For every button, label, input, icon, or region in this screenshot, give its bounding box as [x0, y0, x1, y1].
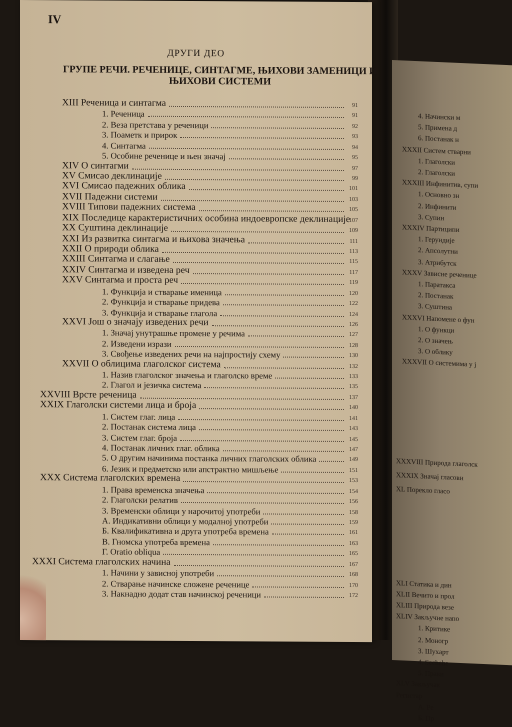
toc-label: XXVII О облицима глаголског система	[62, 357, 221, 370]
dot-leader	[162, 245, 344, 254]
toc-page-number: 161	[349, 530, 358, 537]
toc-chapter	[40, 400, 358, 412]
toc-page-number: 128	[349, 342, 358, 349]
part-heading: ДРУГИ ДЕО	[167, 48, 225, 60]
toc-page-number: 94	[352, 144, 358, 151]
dot-leader	[271, 517, 344, 525]
toc-label: 2. Стварање начинске сложене реченице	[102, 578, 250, 589]
right-page-line: 1. Основно зн	[418, 190, 460, 201]
right-page-line: 2. Моногр	[418, 635, 449, 646]
toc-page-number: 103	[349, 196, 358, 203]
toc-page-number: 101	[349, 186, 358, 193]
toc-page-number: 147	[349, 447, 358, 454]
dot-leader	[175, 339, 344, 348]
dot-leader	[213, 537, 344, 546]
right-page-line: 3. Супин	[418, 212, 445, 223]
toc-page-number: 165	[349, 551, 358, 558]
toc-label: 4. Постанак личних глаг. облика	[102, 442, 220, 454]
right-page-line: 2. Глаголски	[418, 168, 455, 178]
toc-label: XXI Из развитка синтагма и њихова значења	[62, 232, 245, 245]
toc-page-number: 126	[349, 321, 358, 328]
toc-label: 3. Функција и стварање глагола	[102, 307, 218, 318]
right-page-line: 2. Инфинити	[418, 201, 457, 212]
dot-leader	[199, 203, 344, 212]
toc-label: 3. Накнадно додат став начинској реченици	[102, 588, 262, 600]
dot-leader	[248, 329, 344, 338]
toc-page-number: 105	[349, 207, 358, 214]
toc-label: XIX Последице карактеристичних особина индоевропске деклинације	[62, 211, 351, 225]
toc-label: 2. Постанак система лица	[102, 421, 196, 433]
dot-leader	[281, 464, 344, 472]
toc-label: 1. Значај унутрашње промене у речима	[102, 327, 245, 339]
right-page-line: XXXV Зависне реченице	[402, 268, 477, 280]
toc-page-number: 120	[349, 290, 358, 297]
toc-label: 1. Права временска значења	[102, 484, 205, 495]
toc-page-number: 168	[349, 572, 358, 579]
toc-page-number: 127	[349, 332, 358, 339]
dot-leader	[183, 474, 344, 483]
toc-label: 2. Функција и стварање придева	[102, 296, 220, 308]
toc-page-number: 153	[349, 478, 358, 485]
toc-label: 5. Особине реченице и њен значај	[102, 150, 226, 162]
right-page-line: 6. Постанак н	[418, 134, 459, 145]
toc-page-number: 107	[349, 217, 358, 224]
toc-label: XXIII Синтагма и слагање	[62, 253, 170, 266]
dot-leader	[189, 182, 344, 191]
right-page-line: 2. Постанак	[418, 291, 454, 301]
right-page-line: 1. О функци	[418, 324, 455, 335]
dot-leader	[132, 161, 344, 170]
toc-label: 1. Назив глаголског значења и глаголско време	[102, 369, 273, 381]
toc-page-number: 167	[349, 561, 358, 568]
right-page-line: 4. Sechehe	[418, 658, 449, 668]
dot-leader	[180, 130, 344, 139]
dot-leader	[180, 433, 344, 442]
right-page-line: 3. Шухарт	[418, 646, 449, 657]
toc-label: XXVI Још о значају изведених речи	[62, 316, 209, 329]
toc-page-number: 170	[349, 582, 358, 589]
toc-page-number: 113	[349, 248, 358, 256]
right-page-line: 3. Атрибутск	[418, 257, 457, 268]
dot-leader	[149, 140, 344, 149]
toc-label: XVII Падежни системи	[62, 191, 158, 203]
toc-page-number: 149	[349, 457, 358, 464]
right-page-line: XLV Закључак	[396, 679, 440, 690]
page-number: IV	[48, 12, 62, 27]
right-page-line: XLIII Природа везе	[396, 601, 454, 612]
toc-label: 3. Временски облици у нарочитој употреби	[102, 505, 261, 517]
right-page-line: 1. Паратакса	[418, 280, 456, 290]
toc-page-number: 111	[349, 238, 358, 245]
toc-label: XX Суштина деклинације	[62, 222, 169, 234]
dot-leader	[199, 401, 344, 410]
toc-page-number: 137	[349, 394, 358, 401]
right-page-line: 3. Суштина	[418, 302, 453, 313]
dot-leader	[224, 360, 344, 369]
right-page-line: 1. Критике	[418, 624, 451, 634]
toc-page-number: 122	[349, 301, 358, 308]
right-page-line: XLII Вечито и прол	[396, 589, 455, 601]
toc-label: 1. Начини у зависној употреби	[102, 567, 215, 579]
dot-leader	[165, 172, 344, 181]
toc-label: 1. Реченица	[102, 108, 145, 120]
toc-page-number: 172	[349, 593, 358, 600]
toc-page-number: 130	[349, 353, 358, 360]
dot-leader	[169, 99, 344, 108]
toc-label: 4. Синтагма	[102, 140, 146, 151]
right-page-line: 3. О облику	[418, 347, 453, 357]
right-page-line: XXXVII О системима у ј	[402, 357, 477, 370]
toc-label: 2. Изведени изрази	[102, 338, 172, 349]
toc-label: 2. Глаголски релатив	[102, 494, 178, 506]
dot-leader	[264, 589, 344, 597]
toc-label: 3. Свођење изведених речи на најпростију схему	[102, 348, 281, 360]
toc-page-number: 115	[349, 259, 358, 266]
toc-page-number: 158	[349, 509, 358, 516]
toc-label: 6. Језик и предметско или апстрактно мишљење	[102, 463, 279, 475]
toc-page-number: 133	[349, 374, 358, 381]
dot-leader	[263, 506, 344, 514]
dot-leader	[220, 308, 344, 317]
right-page-line: 1. Герундије	[418, 235, 455, 245]
dot-leader	[178, 412, 344, 421]
toc-subentry	[102, 589, 358, 601]
thumb	[20, 570, 46, 640]
toc-page-number: 135	[349, 384, 358, 391]
toc-page-number: 124	[349, 311, 358, 318]
dot-leader	[148, 109, 344, 118]
toc-page-number: 151	[349, 467, 358, 474]
right-page-line: 5. Примена д	[418, 123, 458, 134]
toc-label: 3. Систем глаг. броја	[102, 432, 178, 443]
right-page-line: XXXII Систем стварни	[402, 145, 471, 157]
right-page-lines	[392, 60, 512, 723]
dot-leader	[319, 454, 344, 462]
toc-page-number: 145	[349, 436, 358, 443]
toc-label: XV Смисао деклинације	[62, 170, 162, 182]
right-page-line: 5. Прави	[418, 669, 444, 679]
dot-leader	[207, 485, 344, 494]
toc-page-number: 132	[349, 363, 358, 370]
toc-label: XVI Смисао падежних облика	[62, 180, 186, 193]
toc-page-number: 91	[352, 113, 358, 120]
dot-leader	[181, 276, 344, 285]
toc-page-number: 163	[349, 540, 358, 547]
toc-page-number: 95	[352, 155, 358, 162]
toc-page-number: 141	[349, 415, 358, 422]
right-page-line: XXXVIII Природа глаголск	[396, 456, 478, 469]
toc-page-number: 99	[352, 175, 358, 183]
toc-chapter	[32, 557, 358, 569]
toc-page-number: 93	[352, 134, 358, 141]
right-page-line: XLI Статика и дин	[396, 578, 452, 590]
dot-leader	[171, 224, 344, 233]
toc-label: 2. Глагол и језичка система	[102, 379, 202, 391]
right-page-line: XXXIX Значај гласовн	[396, 470, 464, 482]
toc-label: 2. Веза претстава у реченици	[102, 119, 209, 130]
left-page	[20, 0, 377, 642]
toc-label: Б. Квалификативна и друга употреба времена	[102, 525, 269, 537]
dot-leader	[173, 255, 344, 264]
dot-leader	[248, 235, 344, 244]
right-page-line: XXXIII Инфинитив, супи	[402, 178, 479, 190]
right-page-line: А. Ре	[418, 702, 434, 712]
toc-label: 3. Поаметк и прирок	[102, 129, 178, 141]
dot-leader	[229, 151, 344, 160]
toc-label: XXXI Система глаголских начина	[32, 555, 171, 568]
dot-leader	[275, 371, 344, 379]
toc-page-number: 159	[349, 520, 358, 527]
toc-label: XXV Синтагма и проста реч	[62, 274, 179, 287]
toc-label: XXIV Синтагма и изведена реч	[62, 264, 190, 276]
dot-leader	[211, 120, 344, 129]
toc-page-number: 119	[349, 280, 358, 287]
part-title: ГРУПЕ РЕЧИ. РЕЧЕНИЦЕ, СИНТАГМЕ, ЊИХОВИ ЗАМЕНИЦИ И ЊИХОВИ СИСТЕМИ	[63, 64, 377, 88]
toc-label: 5. О другим начинима постанка личних глаголских облика	[102, 452, 317, 465]
toc-page-number: 140	[349, 405, 358, 412]
toc-label: XXII О природи облика	[62, 243, 159, 255]
toc-page-number: 91	[352, 103, 358, 110]
toc-page-number: 156	[349, 499, 358, 506]
dot-leader	[204, 381, 344, 390]
toc-label: В. Гномска употреба времена	[102, 536, 210, 548]
right-page-line: 4. Начински м	[418, 112, 461, 122]
right-page	[392, 60, 512, 723]
right-page-line: Регистар	[396, 690, 423, 700]
dot-leader	[225, 287, 344, 296]
right-page-line: 2. Апсолутни	[418, 246, 458, 257]
dot-leader	[223, 443, 344, 452]
dot-leader	[140, 391, 344, 400]
toc-page-number: 117	[349, 269, 358, 276]
toc-page-number: 143	[349, 426, 358, 433]
toc-label: 1. Функција и стварање именица	[102, 286, 222, 297]
toc-label: XXVIII Врсте реченица	[40, 389, 137, 401]
right-page-line: XL Порекло гласо	[396, 484, 450, 496]
dot-leader	[199, 422, 344, 431]
right-page-line: Б. Пр	[418, 714, 435, 723]
right-page-line: XLIV Закључне напо	[396, 612, 460, 624]
dot-leader	[217, 568, 344, 577]
right-page-line: 2. О значењ	[418, 336, 453, 346]
right-page-line: 1. Глаголски	[418, 156, 455, 167]
dot-leader	[193, 266, 344, 275]
dot-leader	[283, 350, 344, 358]
toc-label: XXIX Глаголски системи лица и броја	[40, 399, 197, 412]
toc-label: Г. Oratio obliqua	[102, 546, 161, 558]
toc-label: 1. Систем глаг. лица	[102, 411, 176, 422]
toc-page-number: 109	[349, 228, 358, 235]
dot-leader	[163, 547, 344, 556]
toc-chapter	[40, 473, 358, 485]
toc-label: XXX Система глаголских времена	[40, 472, 181, 485]
dot-leader	[252, 579, 344, 588]
toc-page-number: 97	[352, 165, 358, 172]
toc-label: XIV О синтагми	[62, 159, 129, 172]
dot-leader	[174, 558, 344, 567]
dot-leader	[181, 495, 344, 504]
toc-label: XVIII Типови падежних система	[62, 201, 196, 214]
right-page-line: XXXIV Партиципи	[402, 223, 460, 234]
dot-leader	[272, 527, 344, 535]
dot-leader	[212, 318, 344, 327]
toc-page-number: 154	[349, 488, 358, 495]
toc-page-number: 92	[352, 123, 358, 130]
dot-leader	[161, 193, 344, 202]
toc-label: XIII Реченица и синтагма	[62, 97, 166, 109]
toc-label: А. Индикативни облици у модалној употреби	[102, 515, 269, 527]
right-page-line: XXXVI Напомене о фун	[402, 313, 475, 325]
dot-leader	[223, 297, 344, 306]
